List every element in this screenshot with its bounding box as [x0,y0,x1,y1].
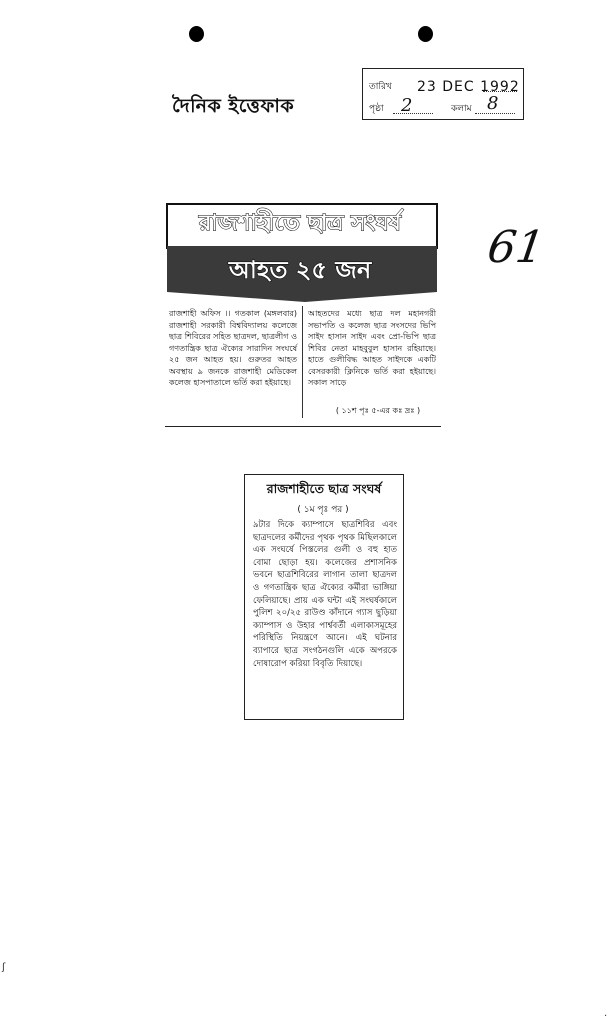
article-column-2: আহতদের মধ্যে ছাত্র দল মহানগরী সভাপতি ও কলেজ ছাত্র সংসদের ভিপি সাইদ হাসান সাইদ এবং প্রো-ভিপি ছাত্র শিবির নেতা মাহবুবুল হাসান রহিয়াছে। হাতে গুলীবিদ্ধ আহত সাইদকে একটি বেসরকারী ক্লিনিকে ভর্তি করা হইয়াছে। সকাল সাড়ে [308,309,436,387]
headline-line-1: রাজশাহীতে ছাত্র সংঘর্ষ [199,210,401,236]
continuation-title: রাজশাহীতে ছাত্র সংঘর্ষ [266,481,382,496]
scan-edge-mark: . [604,1008,608,1019]
stamp-date-label: তারিখ [369,82,392,92]
stamp-column-value: 8 [487,93,499,114]
newspaper-masthead: দৈনিক ইত্তেফাক [172,95,295,117]
column-divider [302,306,303,418]
continuation-clipping [244,474,404,720]
article-clipping [163,202,443,430]
stamp-page-value: 2 [401,95,413,116]
article-continuation-note: ( ১১শ পৃঃ ৫-এর কঃ দ্রঃ ) [335,406,421,415]
stamp-page-label: পৃষ্ঠা [369,104,384,114]
stamp-column-label: কলাম [451,104,472,114]
article-bottom-rule [165,426,441,427]
scan-edge-mark: ʃ [2,962,6,973]
headline-line-2: আহত ২৫ জন [228,255,372,284]
stamp-date: 23 DEC 1992 [417,79,520,95]
punch-hole-left [189,26,204,42]
handwritten-page-number: 61 [484,222,548,273]
continuation-subtitle: ( ১ম পৃঃ পর ) [297,505,349,515]
article-column-1: রাজশাহী অফিস ।। গতকাল (মঙ্গলবার) রাজশাহী সরকারী বিশ্ববিদ্যালয় কলেজে ছাত্র শিবিরের সহিত ছাত্রদল, ছাত্রলীগ ও গণতান্ত্রিক ছাত্র ঐক্যের সারাদিন সংঘর্ষে ২৫ জন আহত হয়। গুরুতর আহত অবস্থায় ৯ জনকে রাজশাহী মেডিকেল কলেজ হাসপাতালে ভর্তি করা হইয়াছে। [169,309,297,387]
continuation-body: ৯টার দিকে ক্যাম্পাসে ছাত্রশিবির এবং ছাত্রদলের কর্মীদের পৃথক পৃথক মিছিলকালে এক সংঘর্ষে পিস্তলের গুলী ও বহু হাত বোমা ছোড়া হয়। কলেজের প্রশাসনিক ভবনে ছাত্রশিবিরের লাগান তালা ছাত্রদল ও গণতান্ত্রিক ছাত্র ঐক্যের কর্মীরা ভাঙ্গিয়া ফেলিয়াছে। প্রায় এক ঘন্টা এই সংঘর্ষকালে পুলিশ ২০/২৫ রাউণ্ড কাঁদানে গ্যাস ছুড়িয়া ক্যাম্পাস ও উহার পার্শ্ববর্তী এলাকাসমূহের পরিস্থিতি নিয়ন্ত্রণে আনে। এই ঘটনার ব্যাপারে ছাত্র সংগঠনগুলি একে অপরকে দোষারোপ করিয়া বিবৃতি দিয়াছে। [253,520,397,669]
punch-hole-right [418,26,433,42]
date-stamp [362,68,524,120]
